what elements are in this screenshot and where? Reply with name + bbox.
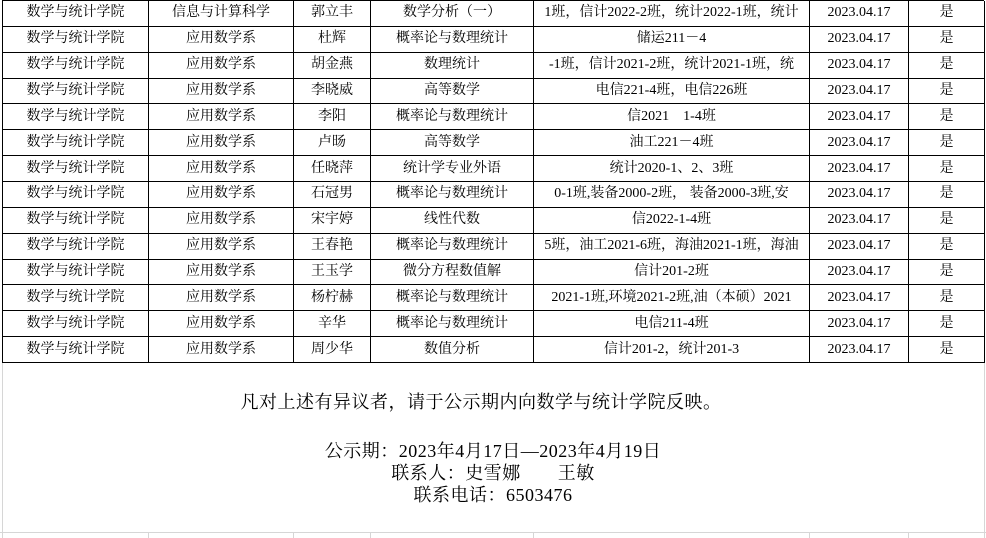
table-cell-course: 高等数学 — [371, 79, 534, 105]
table-cell-college: 数学与统计学院 — [3, 311, 149, 337]
table-cell-date: 2023.04.17 — [810, 182, 909, 208]
table-cell-course: 概率论与数理统计 — [371, 104, 534, 130]
table-cell-college: 数学与统计学院 — [3, 182, 149, 208]
table-cell-date: 2023.04.17 — [810, 130, 909, 156]
table-cell-classes: 信2022-1-4班 — [534, 208, 810, 234]
table-cell-classes: 1班，信计2022-2班，统计2022-1班，统计 — [534, 1, 810, 27]
table-cell-department: 应用数学系 — [149, 27, 294, 53]
table-cell-confirm: 是 — [909, 260, 985, 286]
table-cell-course: 线性代数 — [371, 208, 534, 234]
table-cell-department: 应用数学系 — [149, 260, 294, 286]
table-cell-department: 应用数学系 — [149, 285, 294, 311]
table-cell-college: 数学与统计学院 — [3, 156, 149, 182]
table-cell-name: 王玉学 — [294, 260, 371, 286]
contact-phone-text: 联系电话：6503476 — [413, 485, 573, 505]
table-cell-college: 数学与统计学院 — [3, 260, 149, 286]
table-cell-confirm: 是 — [909, 234, 985, 260]
table-cell-name: 王春艳 — [294, 234, 371, 260]
gridline-stub — [148, 532, 149, 538]
gridline-right-edge — [984, 363, 985, 533]
table-cell-course: 概率论与数理统计 — [371, 27, 534, 53]
table-cell-name: 郭立丰 — [294, 1, 371, 27]
table-cell-classes: 2021-1班,环境2021-2班,油（本硕）2021 — [534, 285, 810, 311]
table-cell-confirm: 是 — [909, 27, 985, 53]
table-cell-department: 应用数学系 — [149, 53, 294, 79]
gridline-stub — [370, 532, 371, 538]
table-cell-department: 应用数学系 — [149, 234, 294, 260]
table-cell-classes: -1班，信计2021-2班，统计2021-1班，统 — [534, 53, 810, 79]
table-cell-date: 2023.04.17 — [810, 311, 909, 337]
table-cell-confirm: 是 — [909, 53, 985, 79]
table-cell-department: 应用数学系 — [149, 337, 294, 363]
gridline-stub — [533, 532, 534, 538]
gridline-stub — [293, 532, 294, 538]
table-cell-course: 概率论与数理统计 — [371, 234, 534, 260]
table-cell-department: 应用数学系 — [149, 79, 294, 105]
table-cell-classes: 信计201-2班 — [534, 260, 810, 286]
table-cell-department: 应用数学系 — [149, 104, 294, 130]
table-cell-name: 杜辉 — [294, 27, 371, 53]
table-cell-date: 2023.04.17 — [810, 234, 909, 260]
gridline-stub — [2, 532, 3, 538]
table-cell-date: 2023.04.17 — [810, 208, 909, 234]
table-cell-confirm: 是 — [909, 130, 985, 156]
table-cell-course: 概率论与数理统计 — [371, 182, 534, 208]
table-cell-college: 数学与统计学院 — [3, 285, 149, 311]
table-cell-department: 信息与计算科学 — [149, 1, 294, 27]
contact-persons-text: 联系人：史雪娜 王敏 — [391, 463, 595, 483]
table-cell-course: 高等数学 — [371, 130, 534, 156]
table-cell-confirm: 是 — [909, 79, 985, 105]
table-cell-college: 数学与统计学院 — [3, 79, 149, 105]
table-cell-date: 2023.04.17 — [810, 1, 909, 27]
table-cell-name: 杨柠赫 — [294, 285, 371, 311]
table-cell-department: 应用数学系 — [149, 208, 294, 234]
table-cell-course: 数值分析 — [371, 337, 534, 363]
gridline-stub — [809, 532, 810, 538]
table-cell-course: 数理统计 — [371, 53, 534, 79]
table-cell-confirm: 是 — [909, 285, 985, 311]
publicity-period-text: 公示期：2023年4月17日—2023年4月19日 — [324, 441, 662, 461]
table-cell-confirm: 是 — [909, 311, 985, 337]
table-cell-confirm: 是 — [909, 1, 985, 27]
table-cell-classes: 统计2020-1、2、3班 — [534, 156, 810, 182]
table-cell-confirm: 是 — [909, 337, 985, 363]
table-cell-classes: 0-1班,装备2000-2班， 装备2000-3班,安 — [534, 182, 810, 208]
table-cell-college: 数学与统计学院 — [3, 27, 149, 53]
table-cell-classes: 信2021 1-4班 — [534, 104, 810, 130]
table-cell-date: 2023.04.17 — [810, 53, 909, 79]
table-cell-name: 辛华 — [294, 311, 371, 337]
table-cell-classes: 信计201-2，统计201-3 — [534, 337, 810, 363]
table-cell-course: 概率论与数理统计 — [371, 285, 534, 311]
table-cell-classes: 油工221－4班 — [534, 130, 810, 156]
table-cell-name: 石冠男 — [294, 182, 371, 208]
gridline-left-edge — [2, 363, 3, 533]
course-evaluation-table — [2, 0, 984, 363]
table-cell-date: 2023.04.17 — [810, 156, 909, 182]
table-cell-name: 周少华 — [294, 337, 371, 363]
table-cell-college: 数学与统计学院 — [3, 234, 149, 260]
table-cell-course: 概率论与数理统计 — [371, 311, 534, 337]
table-cell-college: 数学与统计学院 — [3, 208, 149, 234]
table-cell-college: 数学与统计学院 — [3, 337, 149, 363]
table-cell-department: 应用数学系 — [149, 311, 294, 337]
table-cell-name: 宋宇婷 — [294, 208, 371, 234]
table-cell-course: 数学分析（一） — [371, 1, 534, 27]
table-cell-name: 任晓萍 — [294, 156, 371, 182]
table-cell-confirm: 是 — [909, 208, 985, 234]
objection-notice-text: 凡对上述有异议者，请于公示期内向数学与统计学院反映。 — [240, 392, 722, 412]
table-cell-classes: 电信221-4班，电信226班 — [534, 79, 810, 105]
table-cell-department: 应用数学系 — [149, 130, 294, 156]
table-cell-name: 李晓威 — [294, 79, 371, 105]
table-cell-college: 数学与统计学院 — [3, 104, 149, 130]
table-cell-college: 数学与统计学院 — [3, 53, 149, 79]
table-cell-date: 2023.04.17 — [810, 79, 909, 105]
table-cell-date: 2023.04.17 — [810, 27, 909, 53]
table-cell-course: 统计学专业外语 — [371, 156, 534, 182]
table-cell-date: 2023.04.17 — [810, 337, 909, 363]
gridline-stub — [908, 532, 909, 538]
table-cell-date: 2023.04.17 — [810, 260, 909, 286]
table-cell-classes: 电信211-4班 — [534, 311, 810, 337]
table-cell-name: 胡金燕 — [294, 53, 371, 79]
gridline-stub — [984, 532, 985, 538]
table-cell-confirm: 是 — [909, 182, 985, 208]
table-cell-department: 应用数学系 — [149, 156, 294, 182]
table-cell-classes: 储运211－4 — [534, 27, 810, 53]
table-cell-date: 2023.04.17 — [810, 285, 909, 311]
table-cell-college: 数学与统计学院 — [3, 130, 149, 156]
table-cell-college: 数学与统计学院 — [3, 1, 149, 27]
table-cell-classes: 5班，油工2021-6班，海油2021-1班，海油 — [534, 234, 810, 260]
table-cell-confirm: 是 — [909, 104, 985, 130]
table-cell-name: 李阳 — [294, 104, 371, 130]
table-cell-name: 卢旸 — [294, 130, 371, 156]
table-cell-department: 应用数学系 — [149, 182, 294, 208]
table-cell-date: 2023.04.17 — [810, 104, 909, 130]
table-cell-course: 微分方程数值解 — [371, 260, 534, 286]
table-cell-confirm: 是 — [909, 156, 985, 182]
